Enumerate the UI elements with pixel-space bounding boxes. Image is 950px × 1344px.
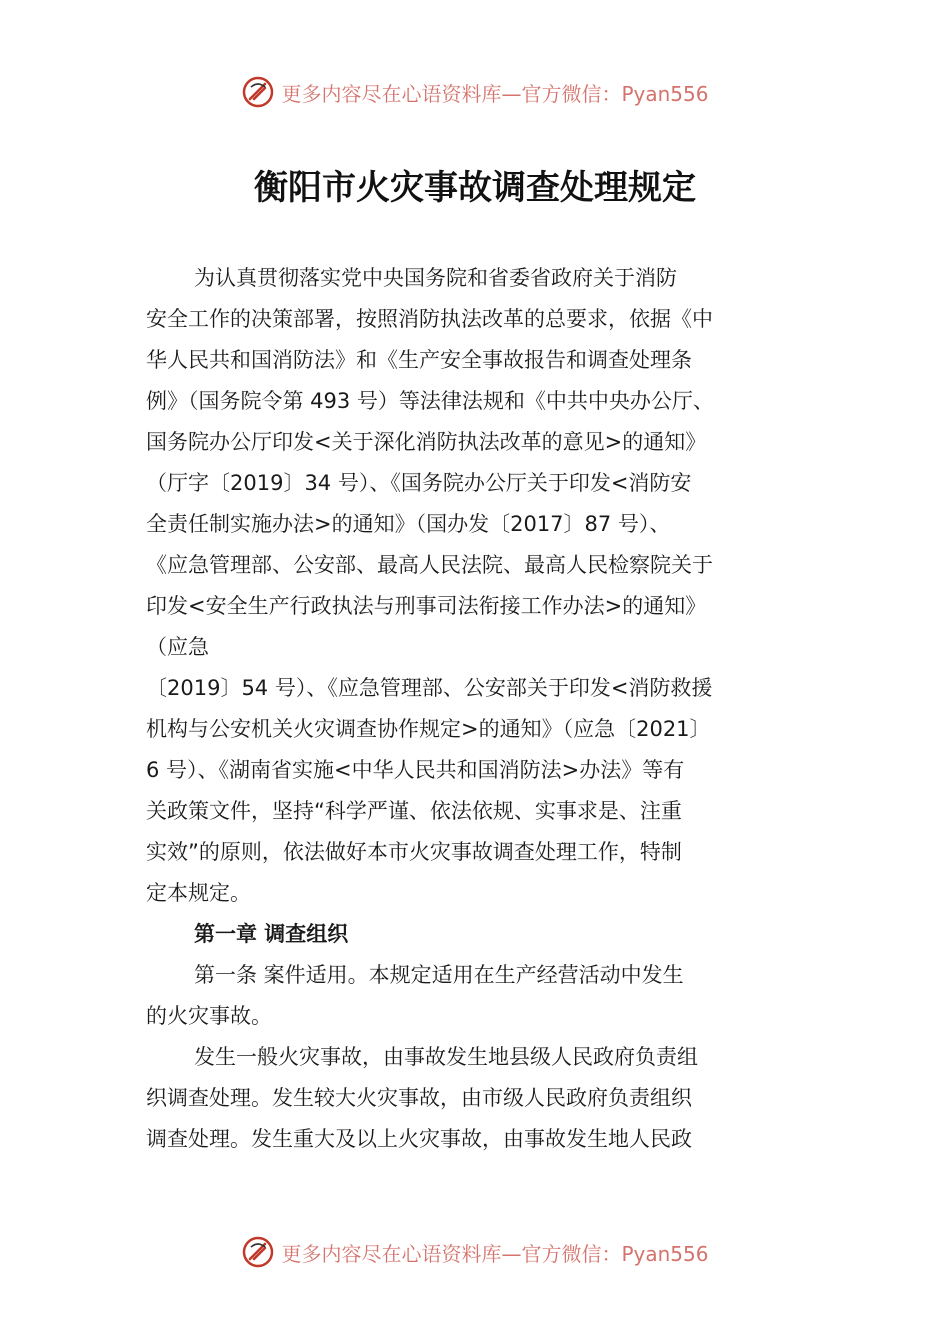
- text-line: （厅字〔2019〕34 号）、《国务院办公厅关于印发<消防安: [146, 471, 692, 495]
- text-line: 定本规定。: [146, 881, 251, 905]
- library-logo-icon: [241, 75, 275, 109]
- text-line: 为认真贯彻落实党中央国务院和省委省政府关于消防: [194, 266, 677, 290]
- text-line: 安全工作的决策部署，按照消防执法改革的总要求，依据《中: [146, 307, 713, 331]
- text-line: 第一条 案件适用。本规定适用在生产经营活动中发生: [194, 963, 684, 987]
- text-line: 全责任制实施办法>的通知》（国办发〔2017〕87 号）、: [146, 512, 671, 536]
- text-line: 发生一般火灾事故，由事故发生地县级人民政府负责组: [194, 1045, 698, 1069]
- footer-banner: [0, 1232, 950, 1272]
- text-line: 调查处理。发生重大及以上火灾事故，由事故发生地人民政: [146, 1127, 692, 1151]
- text-line: 印发<安全生产行政执法与刑事司法衔接工作办法>的通知》: [146, 594, 707, 618]
- header-banner: [0, 72, 950, 112]
- text-line: （应急: [146, 635, 209, 659]
- document-title: 衡阳市火灾事故调查处理规定: [254, 168, 696, 208]
- text-line: 机构与公安机关火灾调查协作规定>的通知》（应急〔2021〕: [146, 717, 711, 741]
- text-line: 实效”的原则，依法做好本市火灾事故调查处理工作，特制: [146, 840, 682, 864]
- text-line: 〔2019〕54 号）、《应急管理部、公安部关于印发<消防救援: [146, 676, 713, 700]
- text-line: 的火灾事故。: [146, 1004, 272, 1028]
- banner-text: 更多内容尽在心语资料库—官方微信：Pyan556: [281, 1241, 709, 1266]
- library-logo-icon: [241, 1235, 275, 1269]
- text-line: 织调查处理。发生较大火灾事故，由市级人民政府负责组织: [146, 1086, 692, 1110]
- text-line: 6 号）、《湖南省实施<中华人民共和国消防法>办法》等有: [146, 758, 685, 782]
- chapter-heading: 第一章 调查组织: [194, 922, 349, 946]
- banner-text: 更多内容尽在心语资料库—官方微信：Pyan556: [281, 81, 709, 106]
- text-line: 例》（国务院令第 493 号）等法律法规和《中共中央办公厅、: [146, 389, 714, 413]
- text-line: 国务院办公厅印发<关于深化消防执法改革的意见>的通知》: [146, 430, 707, 454]
- text-line: 关政策文件，坚持“科学严谨、依法依规、实事求是、注重: [146, 799, 682, 823]
- text-line: 华人民共和国消防法》和《生产安全事故报告和调查处理条: [146, 348, 692, 372]
- text-line: 《应急管理部、公安部、最高人民法院、最高人民检察院关于: [146, 553, 713, 577]
- document-body: [146, 258, 846, 1160]
